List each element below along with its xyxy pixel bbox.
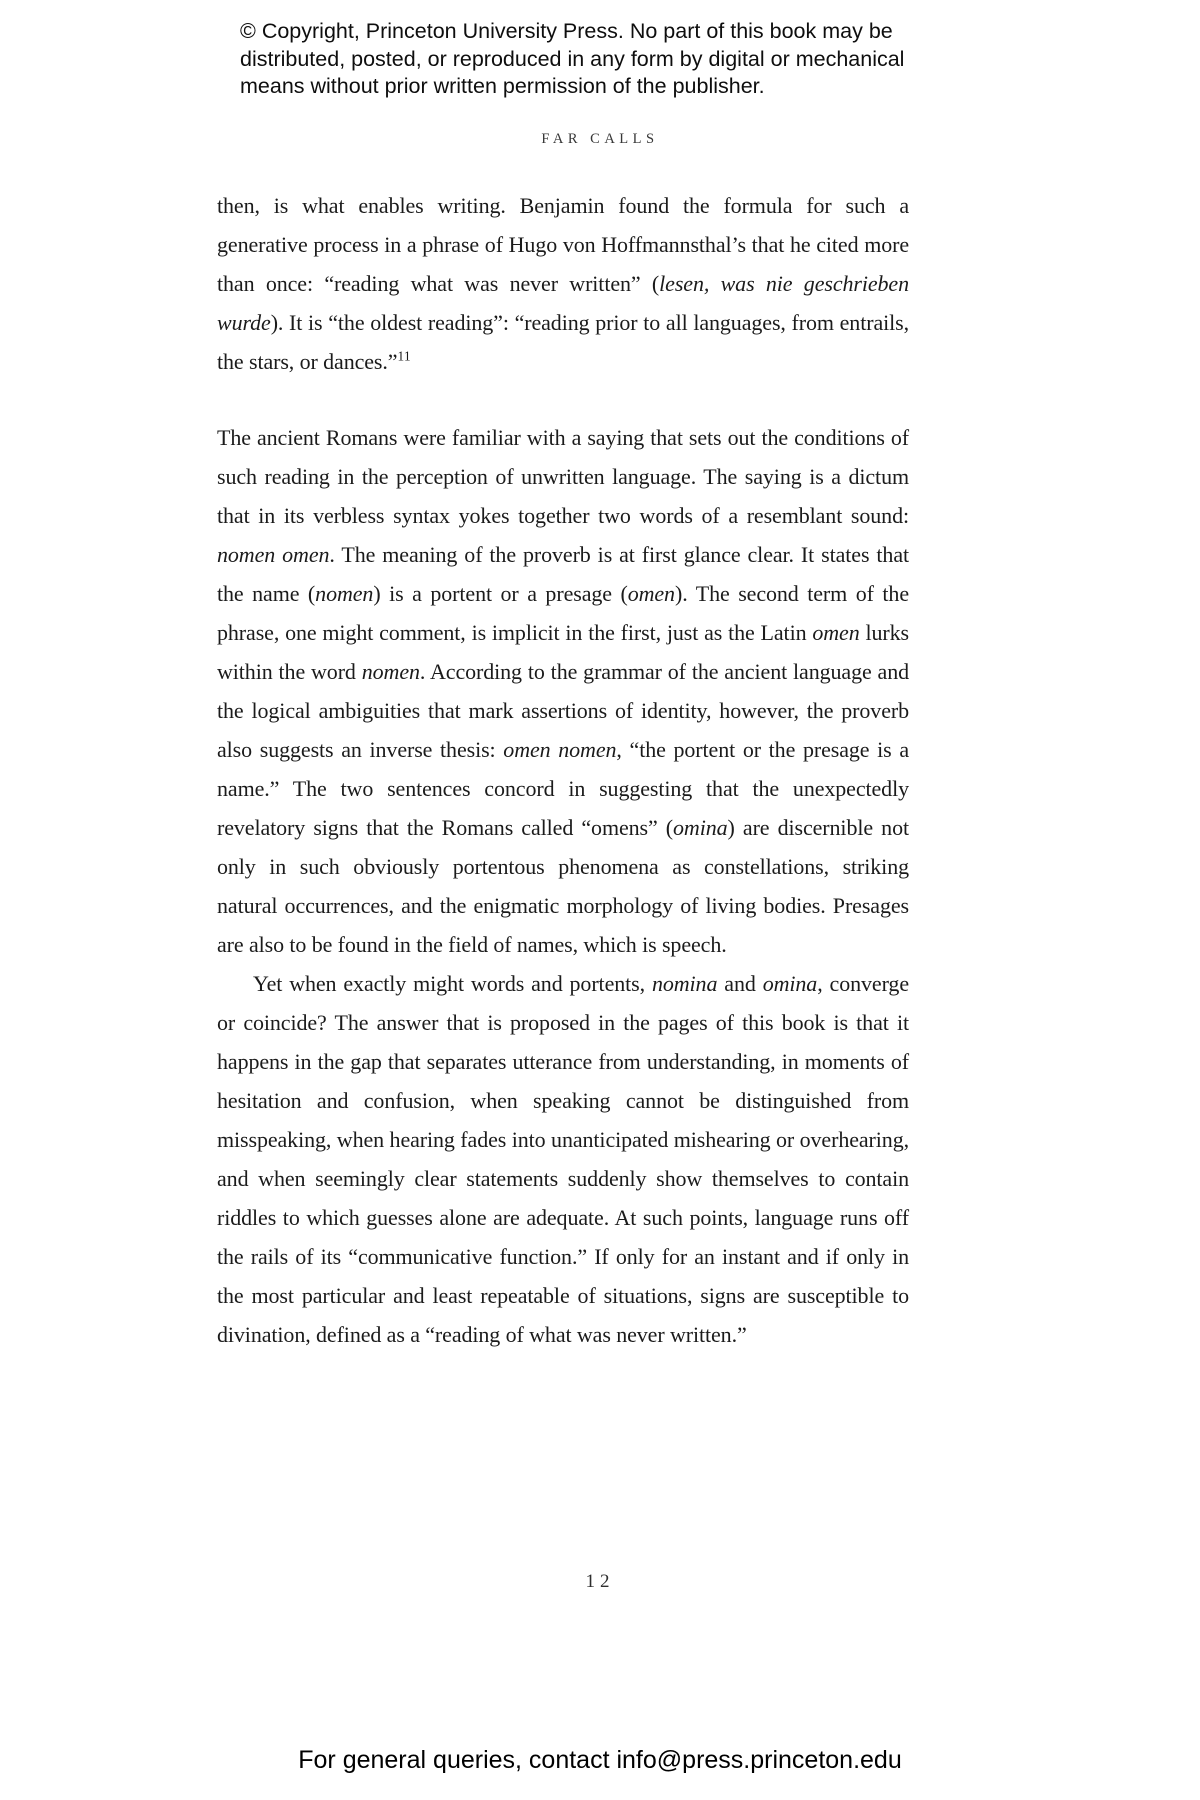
footer-text: For general queries, contact info@press.princeton.edu [298,1746,902,1774]
text-run: and [717,971,763,996]
text-run: Yet when exactly might words and portents, [253,971,652,996]
footer-contact [0,1746,1200,1775]
text-run: ). The second term of the phrase, one might comment, is implicit in the first, just as the Latin [217,581,909,645]
footnote-ref: 11 [397,348,412,364]
text-run: ). It is “the oldest reading”: “reading prior to all languages, from entrails, the stars, or dances.” [217,310,909,374]
text-run: , “the portent or the presage is a name.” The two sentences concord in suggesting that the unexpectedly revelatory signs that the Romans called “omens” ( [217,737,909,840]
text-run: nomen [361,659,420,684]
text-run: omina [762,971,818,996]
body-paragraph [217,186,909,381]
text-run: omina [673,815,728,840]
text-run: nomina [651,971,718,996]
body-paragraph [217,418,909,964]
text-run: omen [812,620,860,645]
copyright-notice [240,18,960,101]
text-run: , converge or coincide? The answer that is proposed in the pages of this book is that it happens in the gap that separates utterance from understanding, in moments of hesitation and confusion, when speaking cannot be distinguished from misspeaking, when hearing fades into unanticipated mishearing or overhearing, and when seemingly clear statements suddenly show themselves to contain riddles to which guesses alone are adequate. At such points, language runs off the rails of its “communicative function.” If only for an instant and if only in the most particular and least repeatable of situations, signs are susceptible to divination, defined as a “reading of what was never written.” [217,971,909,1347]
body-text [217,186,909,1354]
text-run: ) are discernible not only in such obviously portentous phenomena as constellations, striking natural occurrences, and the enigmatic morphology of living bodies. Presages are also to be found in the field of names, which is speech. [217,815,909,957]
page-number: 12 [585,1571,615,1592]
text-run: . According to the grammar of the ancient language and the logical ambiguities that mark assertions of identity, however, the proverb also suggests an inverse thesis: [217,659,910,762]
text-run: omen [627,581,675,606]
text-run: nomen [315,581,374,606]
text-run: lesen, was nie geschrieben wurde [217,271,909,335]
text-run: . The meaning of the proverb is at first glance clear. It states that the name ( [217,542,909,606]
text-run: ) is a portent or a presage ( [373,581,628,606]
text-run: nomen omen [217,542,330,567]
text-run: lurks within the word [217,620,909,684]
copyright-line: means without prior written permission of the publisher. [240,74,765,98]
running-head: FAR CALLS [541,131,659,147]
text-run: The ancient Romans were familiar with a saying that sets out the conditions of such reading in the perception of unwritten language. The saying is a dictum that in its verbless syntax yokes together two words of a resemblant sound: [217,425,909,528]
copyright-line: © Copyright, Princeton University Press. No part of this book may be [240,19,893,43]
copyright-line: distributed, posted, or reproduced in any form by digital or mechanical [240,46,905,71]
text-run: then, is what enables writing. Benjamin found the formula for such a generative process in a phrase of Hugo von Hoffmannsthal’s that he cited more than once: “reading what was never written” ( [217,193,909,296]
body-paragraph [217,964,909,1354]
text-run: omen nomen [503,737,617,762]
